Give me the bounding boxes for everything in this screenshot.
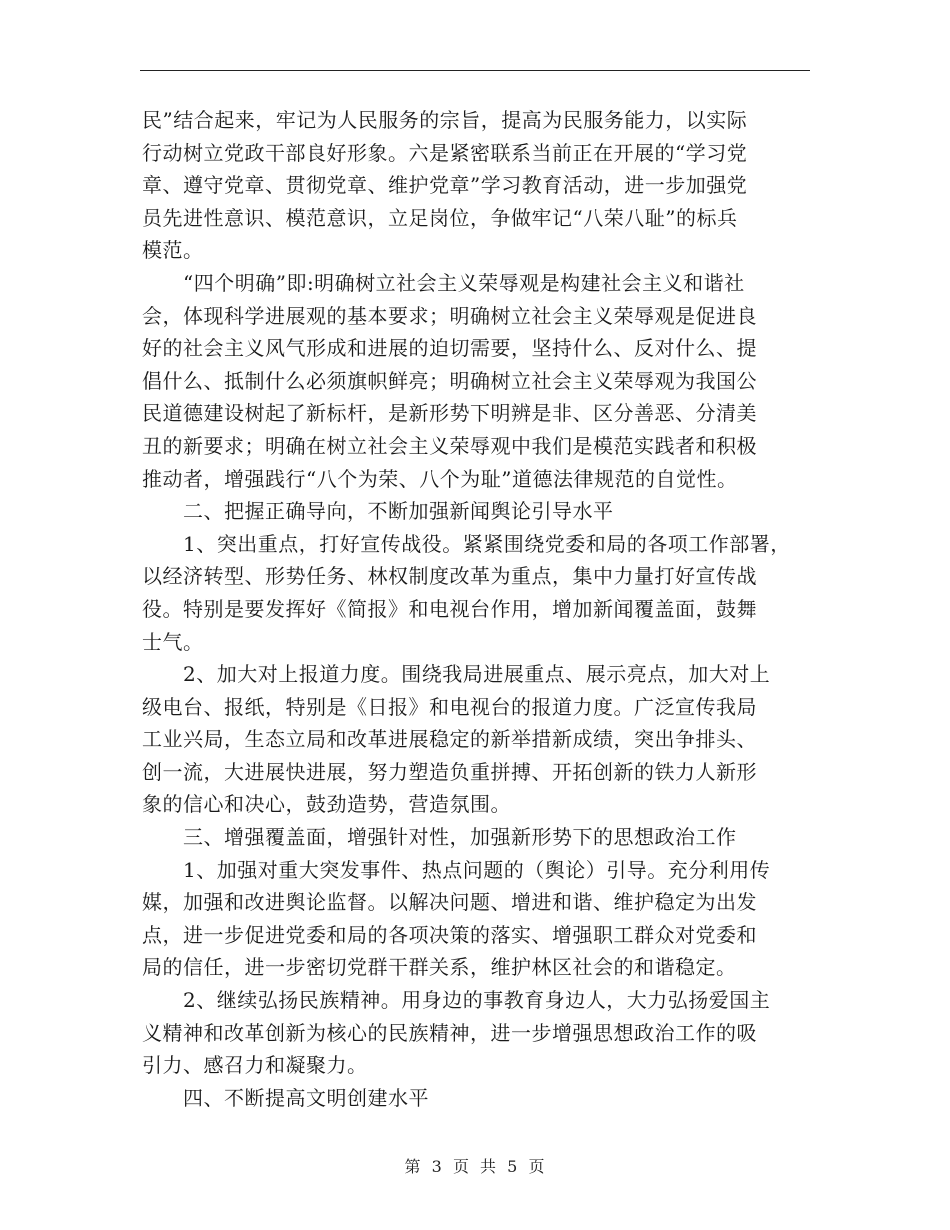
text-line: 员先进性意识、模范意识，立足岗位，争做牢记“八荣八耻”的标兵 [142, 205, 738, 230]
text-line: 级电台、报纸，特别是《日报》和电视台的报道力度。广泛宣传我局 [142, 694, 757, 719]
text-line: 役。特别是要发挥好《简报》和电视台作用，增加新闻覆盖面，鼓舞 [142, 596, 757, 621]
text-line: 会，体现科学进展观的基本要求；明确树立社会主义荣辱观是促进良 [142, 303, 757, 328]
current-page-number: 3 [431, 1157, 443, 1176]
text-line: 行动树立党政干部良好形象。六是紧密联系当前正在开展的“学习党 [142, 140, 748, 165]
text-line: 创一流，大进展快进展，努力塑造负重拼搏、开拓创新的铁力人新形 [142, 759, 757, 784]
text-line: 象的信心和决心，鼓劲造势，营造氛围。 [142, 792, 511, 817]
text-line: 好的社会主义风气形成和进展的迫切需要，坚持什么、反对什么、提 [142, 336, 757, 361]
text-line: 引力、感召力和凝聚力。 [142, 1053, 368, 1078]
text-line: 推动者，增强践行“八个为荣、八个为耻”道德法律规范的自觉性。 [142, 466, 738, 491]
footer-total-word: 共 [480, 1157, 498, 1176]
text-line: 士气。 [142, 629, 204, 654]
text-line: 媒，加强和改进舆论监督。以解决问题、增进和谐、维护稳定为出发 [142, 890, 757, 915]
text-block [142, 104, 814, 1114]
text-line: 章、遵守党章、贯彻党章、维护党章”学习教育活动，进一步加强党 [142, 173, 748, 198]
section-heading: 三、增强覆盖面，增强针对性，加强新形势下的思想政治工作 [142, 825, 737, 850]
total-page-number: 5 [507, 1157, 519, 1176]
text-line: 工业兴局，生态立局和改革进展稳定的新举措新成绩，突出争排头、 [142, 727, 757, 752]
text-line: “四个明确”即:明确树立社会主义荣辱观是构建社会主义和谐社 [142, 270, 745, 295]
text-line: 1、加强对重大突发事件、热点问题的（舆论）引导。充分利用传 [142, 857, 771, 882]
page-footer [0, 1154, 950, 1177]
header-rule [140, 70, 810, 71]
footer-prefix: 第 [404, 1157, 422, 1176]
text-line: 以经济转型、形势任务、林权制度改革为重点，集中力量打好宣传战 [142, 564, 757, 589]
text-line: 民道德建设树起了新标杆，是新形势下明辨是非、区分善恶、分清美 [142, 401, 757, 426]
text-line: 义精神和改革创新为核心的民族精神，进一步增强思想政治工作的吸 [142, 1020, 757, 1045]
body-text [142, 104, 814, 1114]
text-line: 2、继续弘扬民族精神。用身边的事教育身边人，大力弘扬爱国主 [142, 988, 771, 1013]
text-line: 民”结合起来，牢记为人民服务的宗旨，提高为民服务能力，以实际 [142, 108, 748, 132]
section-heading: 四、不断提高文明创建水平 [142, 1085, 429, 1110]
text-line: 倡什么、抵制什么必须旗帜鲜亮；明确树立社会主义荣辱观为我国公 [142, 368, 757, 393]
footer-page-word: 页 [452, 1157, 470, 1176]
text-line: 点，进一步促进党委和局的各项决策的落实、增强职工群众对党委和 [142, 922, 757, 947]
text-line: 1、突出重点，打好宣传战役。紧紧围绕党委和局的各项工作部署， [142, 531, 791, 556]
footer-suffix: 页 [528, 1157, 546, 1176]
text-line: 丑的新要求；明确在树立社会主义荣辱观中我们是模范实践者和积极 [142, 433, 757, 458]
text-line: 2、加大对上报道力度。围绕我局进展重点、展示亮点，加大对上 [142, 662, 771, 687]
section-heading: 二、把握正确导向，不断加强新闻舆论引导水平 [142, 499, 614, 524]
text-line: 局的信任，进一步密切党群干群关系，维护林区社会的和谐稳定。 [142, 955, 737, 980]
text-line: 模范。 [142, 238, 204, 263]
